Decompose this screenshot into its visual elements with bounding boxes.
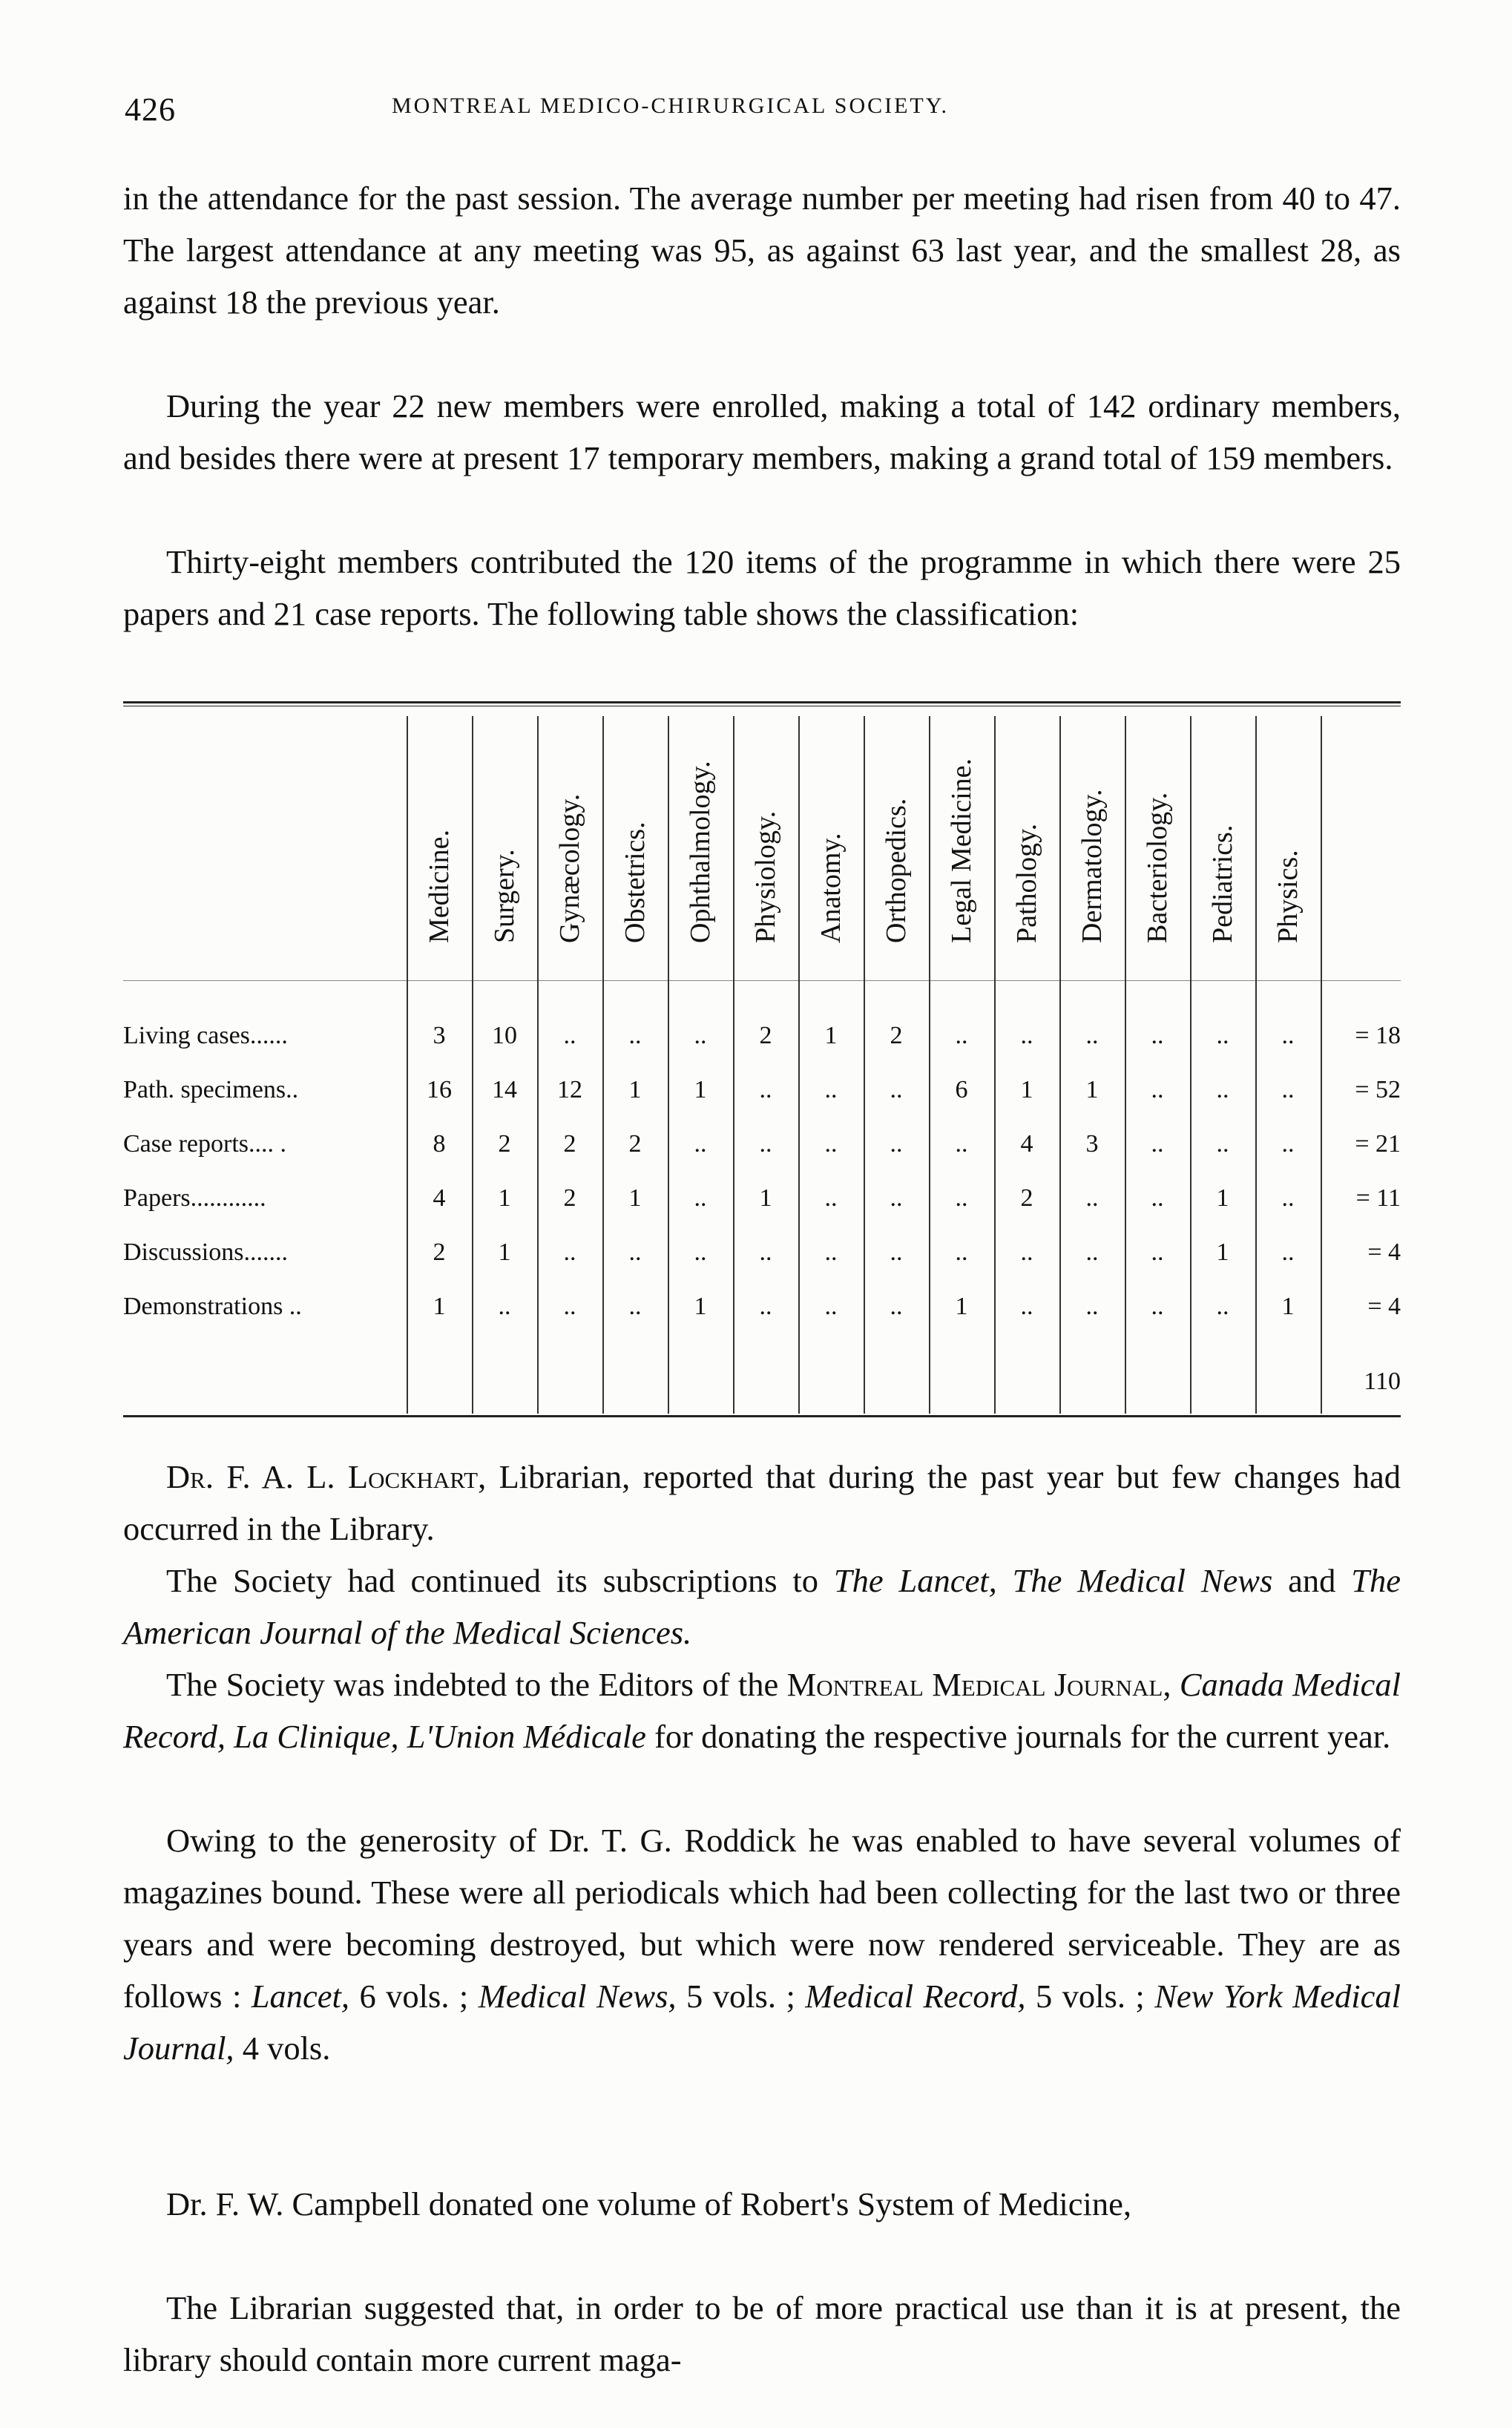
table-cell: .. <box>1020 1293 1033 1320</box>
row-total: = 4 <box>1367 1238 1401 1266</box>
table-cell: .. <box>1281 1130 1295 1158</box>
table-cell: .. <box>563 1022 576 1049</box>
table-cell: .. <box>955 1238 968 1266</box>
table-cell: 1 <box>498 1184 511 1212</box>
column-separator <box>864 716 865 1414</box>
column-header-label: Legal Medicine. <box>946 758 977 943</box>
column-header <box>1258 724 1318 976</box>
table-cell: 14 <box>492 1076 517 1103</box>
column-header <box>605 724 665 976</box>
column-header-label: Gynæcology. <box>554 793 585 943</box>
table-cell: .. <box>628 1293 642 1320</box>
column-separator <box>407 716 408 1414</box>
row-label: Demonstrations .. <box>123 1293 302 1320</box>
table-cell: 1 <box>759 1184 772 1212</box>
table-cell: 1 <box>824 1022 838 1049</box>
row-label: Papers............ <box>123 1184 266 1212</box>
table-cell: 2 <box>890 1022 903 1049</box>
column-header-label: Physiology. <box>750 810 781 943</box>
column-header-label: Orthopedics. <box>881 798 912 943</box>
table-cell: 10 <box>492 1022 517 1049</box>
table-cell: .. <box>759 1076 772 1103</box>
column-separator <box>733 716 734 1414</box>
table-cell: .. <box>1085 1184 1099 1212</box>
column-header <box>932 724 991 976</box>
table-cell: .. <box>628 1238 642 1266</box>
table-cell: .. <box>1085 1022 1099 1049</box>
table-cell: 12 <box>557 1076 582 1103</box>
table-cell: .. <box>759 1130 772 1158</box>
table-bottom-rule <box>123 1415 1401 1417</box>
column-header-label: Obstetrics. <box>619 821 651 943</box>
column-header <box>997 724 1056 976</box>
column-header-label: Pediatrics. <box>1207 824 1238 943</box>
paragraph-editors: The Society was indebted to the Editors of the Montreal Medical Journal, Canada Medical Record, La Clinique, L'Union Médicale for donating the respective journals for the current year. <box>123 1666 1401 1755</box>
paragraph-campbell: Dr. F. W. Campbell donated one volume of Robert's System of Medicine, <box>166 2185 1131 2222</box>
table-cell: .. <box>824 1184 838 1212</box>
table-cell: 2 <box>498 1130 511 1158</box>
table-cell: .. <box>890 1130 903 1158</box>
table-cell: 6 <box>955 1076 968 1103</box>
paragraph-members: During the year 22 new members were enrolled, making a total of 142 ordinary members, and besides there were at present 17 temporary members, making a grand total of 159 members. <box>123 387 1401 476</box>
table-cell: .. <box>1151 1293 1164 1320</box>
column-header <box>1193 724 1252 976</box>
table-cell: 2 <box>563 1184 576 1212</box>
table-cell: .. <box>824 1293 838 1320</box>
column-header <box>1062 724 1122 976</box>
table-cell: .. <box>563 1293 576 1320</box>
column-separator <box>537 716 539 1414</box>
table-cell: 2 <box>628 1130 642 1158</box>
column-header-label: Pathology. <box>1011 823 1042 943</box>
page-number: 426 <box>125 91 176 128</box>
row-label: Discussions....... <box>123 1238 288 1266</box>
table-cell: .. <box>1085 1238 1099 1266</box>
classification-table <box>123 701 1401 1443</box>
table-cell: 3 <box>433 1022 446 1049</box>
table-cell: 3 <box>1085 1130 1099 1158</box>
table-cell: .. <box>1281 1022 1295 1049</box>
table-cell: .. <box>1085 1293 1099 1320</box>
row-total: = 11 <box>1355 1184 1401 1212</box>
table-cell: .. <box>1151 1022 1164 1049</box>
table-cell: .. <box>694 1184 707 1212</box>
column-header <box>736 724 795 976</box>
table-cell: .. <box>498 1293 511 1320</box>
table-cell: .. <box>1281 1184 1295 1212</box>
table-cell: 1 <box>628 1184 642 1212</box>
table-cell: .. <box>1151 1076 1164 1103</box>
paragraph-roddick: Owing to the generosity of Dr. T. G. Roddick he was enabled to have several volumes of magazines bound. These were all periodicals which had been collecting for the last two or three years and were becoming destroyed, but which were now rendered serviceable. They are as follows : Lancet, 6 vols. ; Medical News, 5 vols. ; Medical Record, 5 vols. ; New York Medical Journal, 4 vols. <box>123 1822 1401 2067</box>
table-cell: 2 <box>1020 1184 1033 1212</box>
column-separator <box>1125 716 1126 1414</box>
column-header <box>801 724 861 976</box>
table-cell: 4 <box>1020 1130 1033 1158</box>
librarian-name: Dr. F. A. L. Lockhart <box>166 1458 479 1495</box>
table-cell: .. <box>1020 1238 1033 1266</box>
running-title: MONTREAL MEDICO-CHIRURGICAL SOCIETY. <box>392 93 950 118</box>
table-cell: 1 <box>1085 1076 1099 1103</box>
table-cell: .. <box>1151 1238 1164 1266</box>
grand-total: 110 <box>1364 1368 1401 1395</box>
column-header <box>671 724 730 976</box>
table-cell: 1 <box>1020 1076 1033 1103</box>
column-separator <box>472 716 473 1414</box>
table-cell: 1 <box>433 1293 446 1320</box>
column-separator <box>602 716 604 1414</box>
column-header <box>475 724 534 976</box>
column-header <box>410 724 469 976</box>
table-cell: .. <box>628 1022 642 1049</box>
journal-titles-1: The Lancet, The Medical News <box>833 1562 1273 1599</box>
table-cell: 16 <box>427 1076 452 1103</box>
table-cell: .. <box>890 1184 903 1212</box>
row-label: Living cases...... <box>123 1022 288 1049</box>
table-cell: 8 <box>433 1130 446 1158</box>
column-separator <box>929 716 930 1414</box>
column-header-label: Physics. <box>1272 850 1304 943</box>
table-cell: .. <box>890 1238 903 1266</box>
table-cell: .. <box>1216 1293 1229 1320</box>
column-separator <box>1190 716 1191 1414</box>
table-cell: 1 <box>694 1076 707 1103</box>
header-rule <box>123 980 1401 981</box>
table-cell: .. <box>955 1130 968 1158</box>
table-cell: .. <box>824 1238 838 1266</box>
table-cell: .. <box>1216 1022 1229 1049</box>
table-cell: .. <box>563 1238 576 1266</box>
table-cell: 1 <box>498 1238 511 1266</box>
montreal-journal: Montreal Medical Journal <box>786 1666 1163 1703</box>
table-cell: .. <box>890 1076 903 1103</box>
column-separator <box>1321 716 1322 1414</box>
table-cell: 1 <box>1216 1184 1229 1212</box>
column-header-label: Bacteriology. <box>1142 792 1173 943</box>
table-cell: 1 <box>955 1293 968 1320</box>
table-cell: 4 <box>433 1184 446 1212</box>
column-header-label: Surgery. <box>489 849 520 943</box>
table-cell: 1 <box>694 1293 707 1320</box>
table-cell: .. <box>759 1238 772 1266</box>
table-cell: 2 <box>563 1130 576 1158</box>
table-cell: .. <box>1216 1130 1229 1158</box>
table-top-rule <box>123 701 1401 703</box>
column-separator <box>1059 716 1061 1414</box>
table-cell: 1 <box>1281 1293 1295 1320</box>
table-cell: .. <box>890 1293 903 1320</box>
table-cell: .. <box>1281 1076 1295 1103</box>
table-cell: 1 <box>628 1076 642 1103</box>
row-total: = 4 <box>1367 1293 1401 1320</box>
row-total: = 21 <box>1355 1130 1401 1158</box>
paragraph-attendance: in the attendance for the past session. The average number per meeting had risen from 40 to 47. The largest attendance at any meeting was 95, as against 63 last year, and the smallest 28, as against 18 the previous year. <box>123 180 1401 321</box>
table-cell: .. <box>1151 1184 1164 1212</box>
table-cell: .. <box>1216 1076 1229 1103</box>
column-separator <box>1255 716 1257 1414</box>
paragraph-librarian: Dr. F. A. L. Lockhart, Librarian, reported that during the past year but few changes had occurred in the Library. <box>123 1458 1401 1547</box>
column-separator <box>668 716 669 1414</box>
journal-titles-2: The American Journal of the Medical Sciences. <box>123 1562 1401 1651</box>
row-label: Path. specimens.. <box>123 1076 299 1103</box>
table-cell: 1 <box>1216 1238 1229 1266</box>
table-cell: .. <box>824 1130 838 1158</box>
other-journals: Canada Medical Record, La Clinique, L'Union Médicale <box>123 1666 1401 1755</box>
column-separator <box>994 716 996 1414</box>
table-cell: .. <box>1020 1022 1033 1049</box>
column-header <box>1128 724 1187 976</box>
page-header <box>125 91 1386 135</box>
column-header-label: Ophthalmology. <box>685 761 716 943</box>
paragraph-subscriptions: The Society had continued its subscriptions to The Lancet, The Medical News and The American Journal of the Medical Sciences. <box>123 1562 1401 1651</box>
column-header-label: Anatomy. <box>815 833 847 943</box>
row-label: Case reports.... . <box>123 1130 287 1158</box>
table-cell: .. <box>694 1238 707 1266</box>
table-cell: .. <box>824 1076 838 1103</box>
table-cell: .. <box>759 1293 772 1320</box>
column-header <box>540 724 599 976</box>
column-header-label: Medicine. <box>424 829 455 943</box>
paragraph-suggestion: The Librarian suggested that, in order to be of more practical use than it is at present, the library should contain more current maga- <box>123 2289 1401 2378</box>
table-cell: .. <box>955 1022 968 1049</box>
table-cell: .. <box>1281 1238 1295 1266</box>
column-header-label: Dermatology. <box>1077 789 1108 943</box>
row-total: = 18 <box>1355 1022 1401 1049</box>
table-cell: 2 <box>759 1022 772 1049</box>
row-total: = 52 <box>1355 1076 1401 1103</box>
table-cell: .. <box>694 1022 707 1049</box>
table-cell: 2 <box>433 1238 446 1266</box>
column-header <box>867 724 926 976</box>
table-cell: .. <box>694 1130 707 1158</box>
table-cell: .. <box>1151 1130 1164 1158</box>
table-cell: .. <box>955 1184 968 1212</box>
column-separator <box>798 716 800 1414</box>
paragraph-programme: Thirty-eight members contributed the 120 items of the programme in which there were 25 papers and 21 case reports. The following table shows the classification: <box>123 543 1401 632</box>
